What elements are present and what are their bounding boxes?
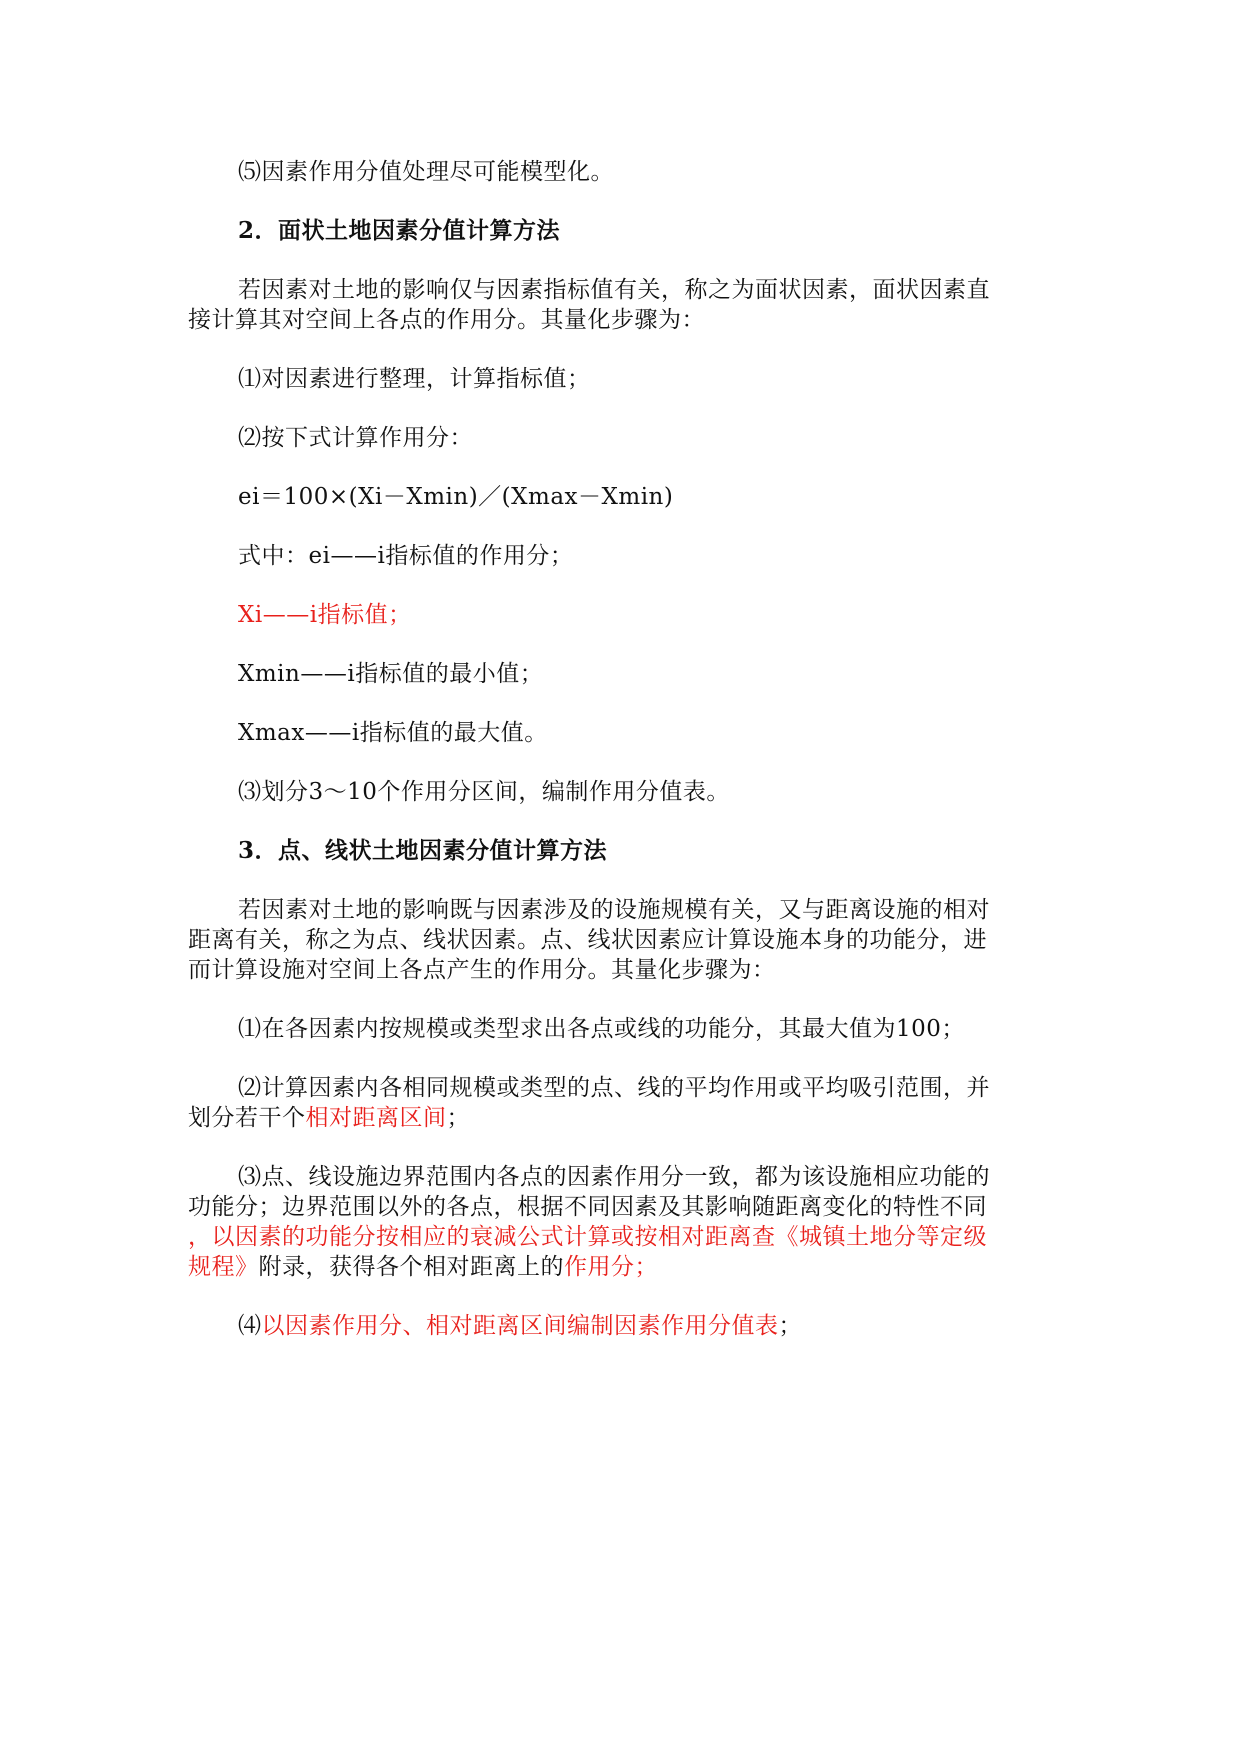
- paragraph-point-step-3-line-3: ，以因素的功能分按相应的衰减公式计算或按相对距离查《城镇土地分等定级: [188, 1224, 987, 1250]
- paragraph-point-step-3-line-4: [188, 1250, 658, 1284]
- section-heading-2: 2．面状土地因素分值计算方法: [238, 217, 561, 244]
- text-run: ；: [446, 1105, 470, 1131]
- highlight-regulation-title: 规程》: [188, 1254, 259, 1280]
- paragraph-point-line-factor-line-2: 距离有关，称之为点、线状因素。点、线状因素应计算设施本身的功能分，进: [188, 927, 987, 953]
- formula-def-xmax: Xmax——i指标值的最大值。: [238, 720, 548, 746]
- text-run: ⑷: [238, 1313, 262, 1339]
- paragraph-area-factor-line-1: 若因素对土地的影响仅与因素指标值有关，称之为面状因素，面状因素直: [238, 277, 990, 303]
- text-run: 附录，获得各个相对距离上的: [258, 1254, 564, 1280]
- highlight-action-score: 作用分；: [564, 1254, 658, 1280]
- text-run: 划分若干个: [188, 1105, 306, 1131]
- highlight-step-4: 以因素作用分、相对距离区间编制因素作用分值表: [261, 1313, 779, 1339]
- section-heading-3: 3．点、线状土地因素分值计算方法: [238, 837, 608, 864]
- formula: ei＝100×(Xi－Xmin)／(Xmax－Xmin): [238, 484, 674, 510]
- paragraph-area-step-1: ⑴对因素进行整理，计算指标值；: [238, 366, 591, 392]
- paragraph-point-step-2-line-1: ⑵计算因素内各相同规模或类型的点、线的平均作用或平均吸引范围，并: [238, 1075, 990, 1101]
- paragraph-point-line-factor-line-1: 若因素对土地的影响既与因素涉及的设施规模有关，又与距离设施的相对: [238, 897, 990, 923]
- paragraph-point-step-3-line-1: ⑶点、线设施边界范围内各点的因素作用分一致，都为该设施相应功能的: [238, 1164, 990, 1190]
- paragraph-point-step-1: ⑴在各因素内按规模或类型求出各点或线的功能分，其最大值为100；: [238, 1016, 965, 1042]
- paragraph-area-step-3: ⑶划分3～10个作用分区间，编制作用分值表。: [238, 779, 730, 805]
- paragraph-point-step-3-line-2: 功能分；边界范围以外的各点，根据不同因素及其影响随距离变化的特性不同: [188, 1194, 987, 1220]
- formula-def-ei: 式中：ei——i指标值的作用分；: [238, 543, 574, 569]
- text-run: ；: [778, 1313, 802, 1339]
- highlight-relative-distance-interval: 相对距离区间: [305, 1105, 447, 1131]
- paragraph-point-line-factor-line-3: 而计算设施对空间上各点产生的作用分。其量化步骤为：: [188, 957, 776, 983]
- paragraph-point-step-4: [238, 1309, 802, 1343]
- paragraph-point-step-2-line-2: [188, 1101, 470, 1135]
- formula-def-xi: Xi——i指标值；: [238, 602, 412, 628]
- paragraph-area-step-2: ⑵按下式计算作用分：: [238, 425, 473, 451]
- paragraph-step-5: ⑸因素作用分值处理尽可能模型化。: [238, 159, 614, 185]
- paragraph-area-factor-line-2: 接计算其对空间上各点的作用分。其量化步骤为：: [188, 307, 705, 333]
- formula-def-xmin: Xmin——i指标值的最小值；: [238, 661, 544, 687]
